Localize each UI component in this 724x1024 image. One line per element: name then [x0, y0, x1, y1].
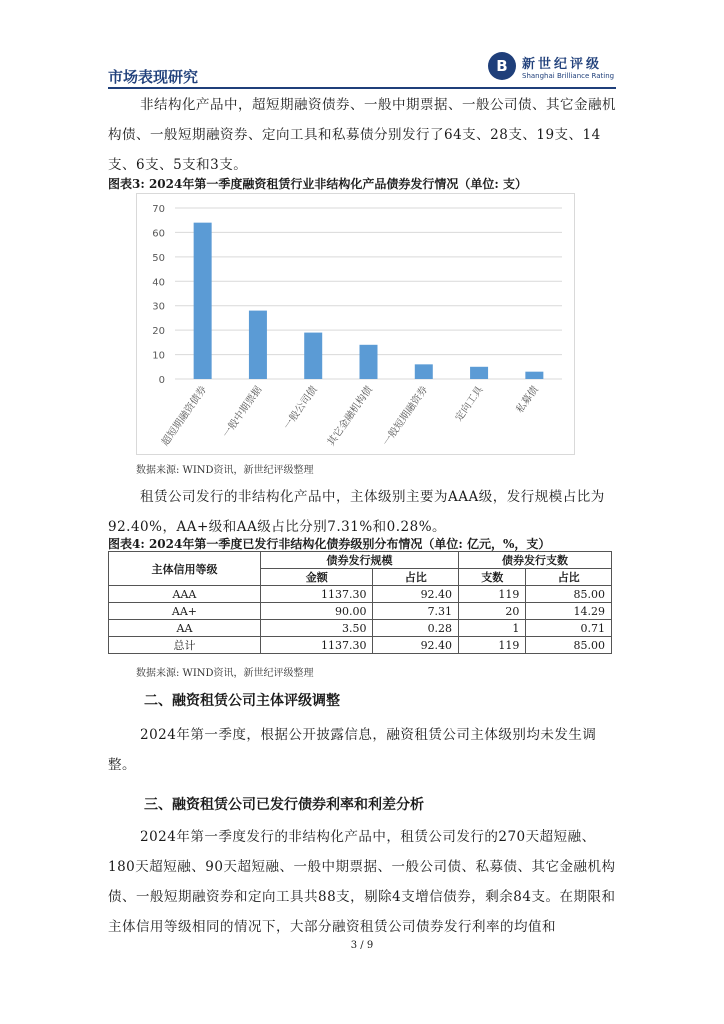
cell-grade: 总计 — [109, 637, 261, 654]
cell-share2: 14.29 — [526, 603, 612, 620]
figure4-source: 数据来源: WIND资讯，新世纪评级整理 — [136, 668, 314, 679]
sub-share1-header: 占比 — [373, 569, 459, 586]
header-divider — [108, 87, 616, 89]
cell-num: 1 — [459, 620, 526, 637]
paragraph-rate-spread: 2024年第一季度发行的非结构化产品中，租赁公司发行的270天超短融、180天超短融、90天超短融、一般中期票据、一般公司债、私募债、其它金融机构债、一般短期融资券和定向工具共88支，剔除4支增信债券，剩余84支。在期限和主体信用等级相同的情况下，大部分融资租赁公司债券发行利率的均值和 — [108, 829, 616, 935]
paragraph-nonstructured-products: 非结构化产品中，超短期融资债券、一般中期票据、一般公司债、其它金融机构债、一般短期融资券、定向工具和私募债分别发行了64支、28支、19支、14支、6支、5支和3支。 — [108, 97, 616, 173]
logo-english-name: Shanghai Brilliance Rating — [522, 72, 615, 80]
x-tick-label: 超短期融资债券 — [159, 384, 210, 449]
y-tick-label: 20 — [152, 326, 165, 338]
cell-num: 119 — [459, 586, 526, 603]
col-count-header: 债券发行支数 — [459, 552, 612, 569]
sub-amount-header: 金额 — [260, 569, 373, 586]
cell-num: 119 — [459, 637, 526, 654]
bar-chart-svg — [137, 194, 574, 454]
bar — [470, 367, 488, 379]
logo-mark-icon: B — [488, 52, 516, 80]
cell-share2: 85.00 — [526, 637, 612, 654]
section-heading-rate-spread: 三、融资租赁公司已发行债券利率和利差分析 — [144, 797, 424, 813]
x-tick-label: 定向工具 — [453, 384, 486, 424]
table-row — [109, 620, 612, 637]
cell-grade: AA+ — [109, 603, 261, 620]
x-tick-label: 私募债 — [514, 384, 541, 416]
x-tick-label: 其它金融机构债 — [325, 384, 375, 449]
col-scale-header: 债券发行规模 — [260, 552, 458, 569]
y-tick-label: 40 — [152, 277, 165, 289]
paragraph-rating-adjustment: 2024年第一季度，根据公开披露信息，融资租赁公司主体级别均未发生调整。 — [108, 727, 597, 773]
bar — [249, 311, 267, 379]
y-tick-label: 10 — [152, 350, 165, 362]
cell-amount: 3.50 — [260, 620, 373, 637]
cell-amount: 90.00 — [260, 603, 373, 620]
figure3-source: 数据来源: WIND资讯，新世纪评级整理 — [136, 465, 314, 476]
figure4-title: 图表4: 2024年第一季度已发行非结构化债券级别分布情况（单位: 亿元，%，支） — [108, 537, 551, 551]
y-tick-label: 30 — [152, 301, 165, 313]
section-heading-rating-adjustment: 二、融资租赁公司主体评级调整 — [144, 693, 340, 709]
y-tick-label: 0 — [158, 375, 165, 386]
col-grade-header: 主体信用等级 — [109, 552, 261, 586]
cell-share1: 7.31 — [373, 603, 459, 620]
cell-amount: 1137.30 — [260, 637, 373, 654]
bar — [194, 223, 212, 379]
y-tick-label: 50 — [152, 252, 165, 264]
cell-share1: 92.40 — [373, 586, 459, 603]
x-tick-label: 一般中期票据 — [220, 384, 265, 440]
cell-share1: 0.28 — [373, 620, 459, 637]
table-row — [109, 603, 612, 620]
bar — [304, 333, 322, 379]
header-title: 市场表现研究 — [108, 68, 199, 86]
x-tick-label: 一般短期融资券 — [381, 384, 431, 449]
bar — [525, 372, 543, 379]
figure3-title: 图表3: 2024年第一季度融资租赁行业非结构化产品债券发行情况（单位: 支） — [108, 177, 527, 191]
x-tick-label: 一般公司债 — [281, 384, 320, 432]
bar — [360, 345, 378, 379]
cell-share2: 0.71 — [526, 620, 612, 637]
company-logo — [488, 52, 618, 86]
sub-share2-header: 占比 — [526, 569, 612, 586]
table-row — [109, 586, 612, 603]
cell-amount: 1137.30 — [260, 586, 373, 603]
logo-chinese-name: 新世纪评级 — [522, 57, 603, 72]
cell-num: 20 — [459, 603, 526, 620]
table-header-row — [109, 552, 612, 569]
bar-chart — [136, 193, 575, 455]
cell-share2: 85.00 — [526, 586, 612, 603]
table-total-row — [109, 637, 612, 654]
cell-share1: 92.40 — [373, 637, 459, 654]
y-tick-label: 70 — [152, 204, 165, 215]
rating-distribution-table — [108, 551, 612, 654]
page-number: 3 / 9 — [350, 940, 374, 951]
sub-num-header: 支数 — [459, 569, 526, 586]
paragraph-rating-share: 租赁公司发行的非结构化产品中，主体级别主要为AAA级，发行规模占比为92.40%，AA+级和AA级占比分别7.31%和0.28%。 — [108, 489, 605, 535]
cell-grade: AA — [109, 620, 261, 637]
y-tick-label: 60 — [152, 228, 165, 240]
bar — [415, 364, 433, 379]
cell-grade: AAA — [109, 586, 261, 603]
